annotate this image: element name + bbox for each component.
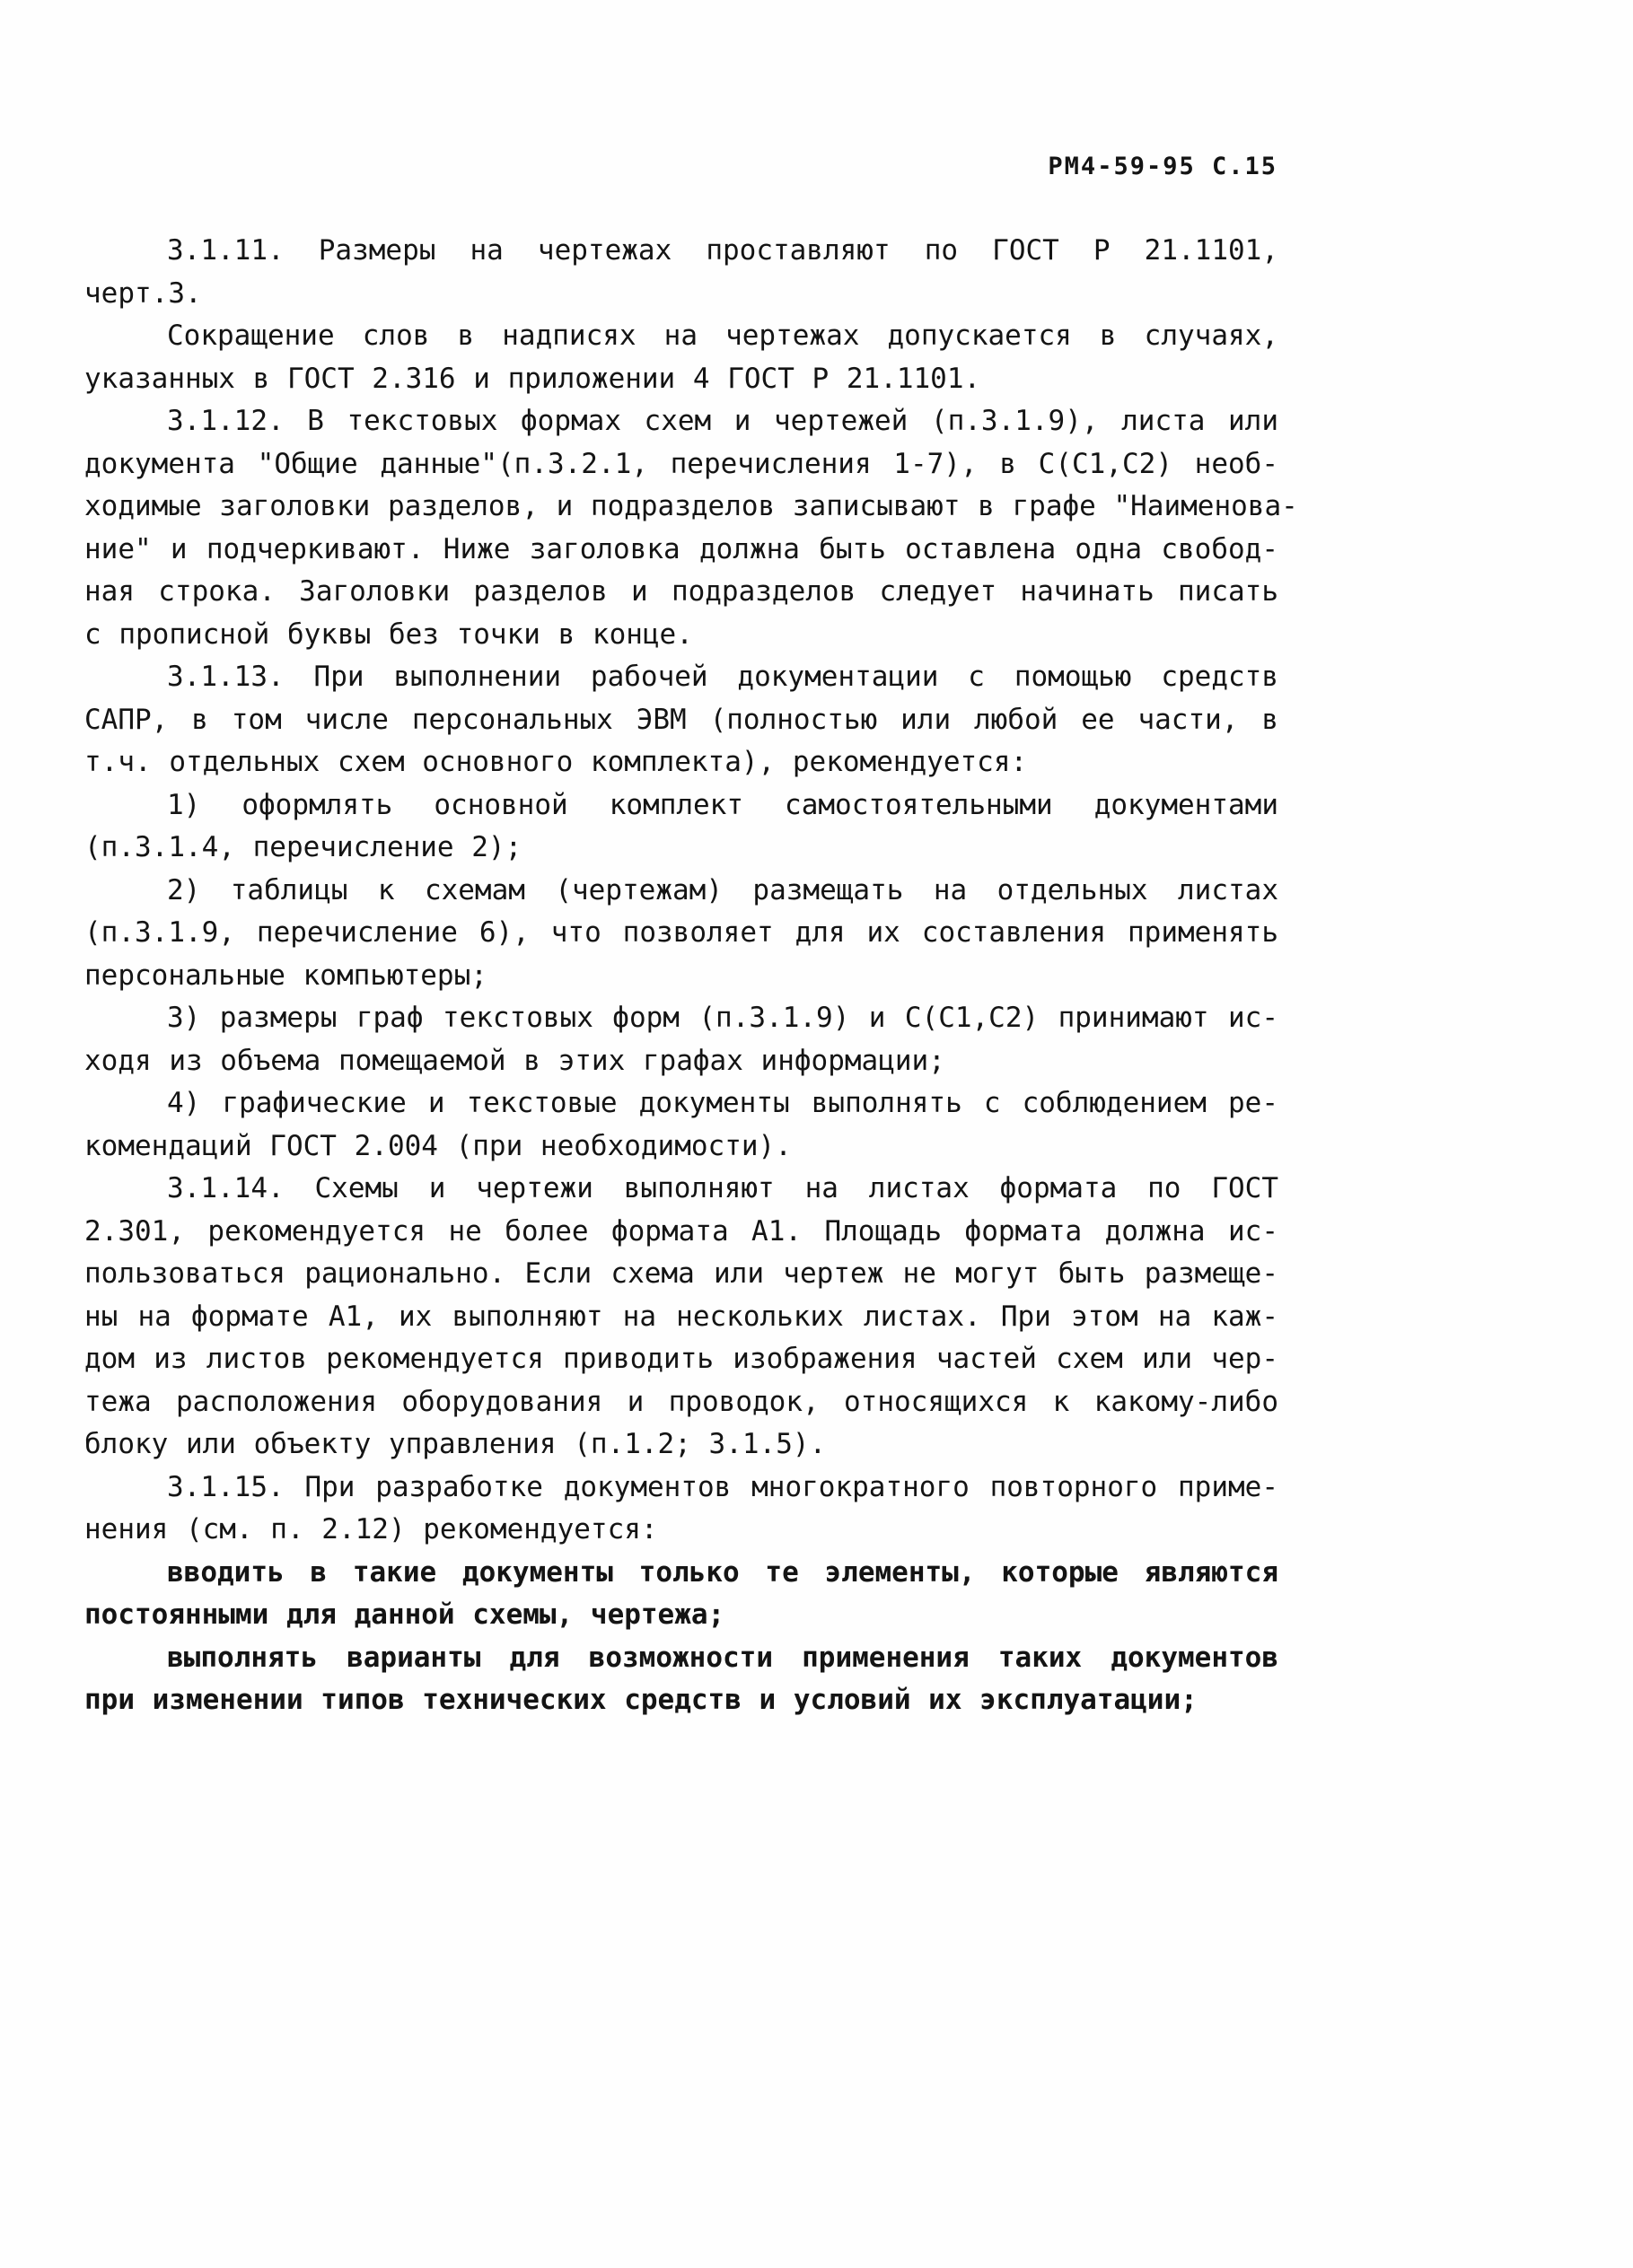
paragraph-3-1-14 — [84, 1168, 1278, 1467]
text-line: ходимые заголовки разделов, и подразделов записывают в графе "Наименова- — [84, 490, 1298, 522]
text-line: при изменении типов технических средств и условий их эксплуатации; — [84, 1684, 1198, 1716]
text-line: (п.3.1.4, перечисление 2); — [84, 831, 522, 863]
paragraph-abbreviations — [84, 315, 1278, 400]
text-line: 2.301, рекомендуется не более формата А1. Площадь формата должна ис- — [84, 1214, 1278, 1248]
text-line: САПР, в том числе персональных ЭВМ (полностью или любой ее части, в — [84, 703, 1278, 736]
text-line: 4) графические и текстовые документы выполнять с соблюдением ре- — [167, 1087, 1278, 1119]
text-line: документа "Общие данные"(п.3.2.1, перечисления 1-7), в С(С1,С2) необ- — [84, 447, 1278, 480]
text-line: (п.3.1.9, перечисление 6), что позволяет для их составления применять — [84, 916, 1278, 949]
text-line: 3.1.14. Схемы и чертежи выполняют на листах формата по ГОСТ — [167, 1172, 1278, 1204]
paragraph-3-1-15 — [84, 1467, 1278, 1552]
paragraph-3-1-13 — [84, 656, 1278, 784]
list-item-2 — [84, 870, 1278, 998]
text-line: 2) таблицы к схемам (чертежам) размещать на отдельных листах — [167, 873, 1278, 906]
text-line: 1) оформлять основной комплект самостоятельными документами — [167, 788, 1278, 821]
text-line: блоку или объекту управления (п.1.2; 3.1.5). — [84, 1428, 827, 1460]
text-line: т.ч. отдельных схем основного комплекта), рекомендуется: — [84, 746, 1028, 778]
list-item-3 — [84, 997, 1278, 1082]
text-line: 3.1.12. В текстовых формах схем и чертежей (п.3.1.9), листа или — [167, 405, 1278, 437]
list-item-1 — [84, 784, 1278, 870]
recommendation-item-1 — [84, 1552, 1278, 1637]
text-line: нения (см. п. 2.12) рекомендуется: — [84, 1513, 658, 1546]
text-line: персональные компьютеры; — [84, 959, 487, 992]
document-body — [84, 230, 1298, 1722]
text-line: Сокращение слов в надписях на чертежах допускается в случаях, — [167, 320, 1278, 352]
text-line: 3) размеры граф текстовых форм (п.3.1.9) и С(С1,С2) принимают ис- — [167, 1002, 1278, 1034]
text-line: 3.1.11. Размеры на чертежах проставляют по ГОСТ Р 21.1101, — [167, 234, 1278, 267]
text-line: 3.1.15. При разработке документов многократного повторного приме- — [167, 1470, 1278, 1503]
text-line: пользоваться рационально. Если схема или чертеж не могут быть размеще- — [84, 1257, 1278, 1290]
text-line: тежа расположения оборудования и проводок, относящихся к какому-либо — [84, 1385, 1278, 1418]
text-line: указанных в ГОСТ 2.316 и приложении 4 ГОСТ Р 21.1101. — [84, 362, 981, 395]
list-item-4 — [84, 1082, 1278, 1168]
recommendation-item-2 — [84, 1637, 1278, 1722]
text-line: ходя из объема помещаемой в этих графах информации; — [84, 1044, 945, 1077]
text-line: ны на формате А1, их выполняют на нескольких листах. При этом на каж- — [84, 1300, 1278, 1333]
text-line: ная строка. Заголовки разделов и подразделов следует начинать писать — [84, 575, 1278, 608]
text-line: черт.3. — [84, 276, 202, 310]
text-line: дом из листов рекомендуется приводить изображения частей схем или чер- — [84, 1343, 1278, 1375]
paragraph-3-1-11 — [84, 230, 1278, 315]
document-code: РМ4-59-95 С.15 — [1048, 153, 1277, 180]
text-line: вводить в такие документы только те элементы, которые являются — [167, 1555, 1278, 1589]
text-line: комендаций ГОСТ 2.004 (при необходимости). — [84, 1129, 792, 1162]
paragraph-3-1-12 — [84, 400, 1298, 656]
text-line: 3.1.13. При выполнении рабочей документации с помощью средств — [167, 661, 1278, 693]
text-line: ние" и подчеркивают. Ниже заголовка должна быть оставлена одна свобод- — [84, 532, 1278, 565]
text-line: постоянными для данной схемы, чертежа; — [84, 1598, 725, 1631]
text-line: с прописной буквы без точки в конце. — [84, 617, 693, 651]
text-line: выполнять варианты для возможности применения таких документов — [167, 1641, 1278, 1674]
